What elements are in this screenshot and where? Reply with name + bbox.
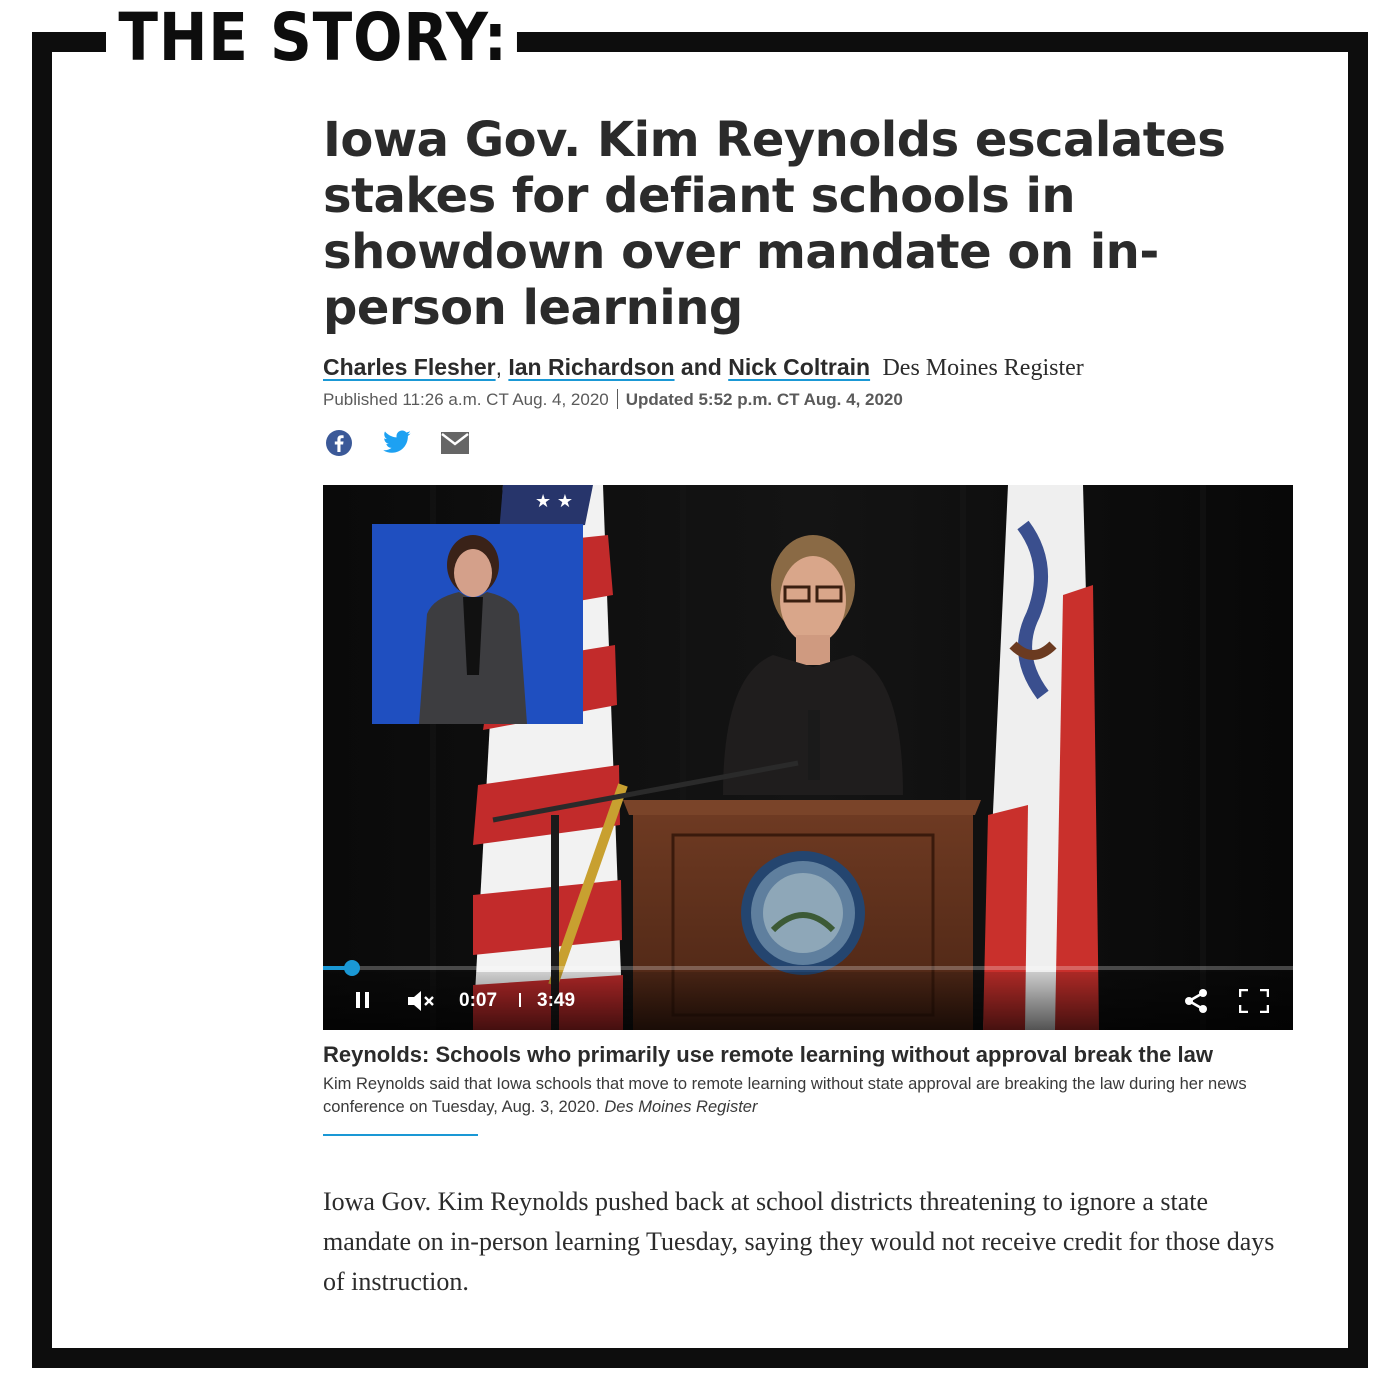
author-link-3[interactable]: Nick Coltrain	[728, 354, 871, 380]
article-body-paragraph: Iowa Gov. Kim Reynolds pushed back at school districts threatening to ignore a state mandate on in-person learning Tuesday, saying they would not receive credit for those days of instruction.	[323, 1187, 1275, 1296]
dateline-divider	[617, 389, 618, 409]
time-divider	[519, 993, 521, 1007]
duration: 3:49	[537, 990, 576, 1011]
share-icon[interactable]	[1183, 988, 1209, 1019]
video-caption-text	[323, 1073, 1293, 1119]
video-controls	[323, 972, 1293, 1030]
fullscreen-icon[interactable]	[1239, 989, 1269, 1018]
dateline	[323, 388, 903, 412]
author-link-2[interactable]: Ian Richardson	[508, 354, 675, 380]
email-icon[interactable]	[439, 427, 471, 459]
svg-text:★ ★: ★ ★	[535, 491, 573, 512]
article-headline: Iowa Gov. Kim Reynolds escalates stakes for defiant schools in showdown over mandate on in-person learning	[323, 112, 1226, 336]
video-caption-title: Reynolds: Schools who primarily use remote learning without approval break the law	[323, 1042, 1213, 1067]
frame-title: THE STORY:	[106, 2, 517, 74]
caption-description: Kim Reynolds said that Iowa schools that move to remote learning without state approval are breaking the law during her news conference on Tuesday, Aug. 3, 2020.	[323, 1075, 1247, 1116]
current-time: 0:07	[459, 990, 498, 1011]
mute-icon[interactable]	[407, 990, 437, 1017]
progress-track[interactable]	[323, 966, 1293, 970]
share-bar	[323, 427, 471, 459]
video-player[interactable]	[323, 485, 1293, 1030]
publication-name: Des Moines Register	[882, 355, 1084, 381]
published-date: Published 11:26 a.m. CT Aug. 4, 2020	[323, 390, 609, 409]
author-link-1[interactable]: Charles Flesher	[323, 354, 496, 380]
section-divider	[323, 1134, 478, 1136]
author-conjunction: and	[680, 354, 722, 380]
video-frame-image	[323, 485, 1293, 1030]
pause-icon[interactable]	[355, 990, 371, 1015]
progress-knob[interactable]	[344, 960, 360, 976]
updated-date: Updated 5:52 p.m. CT Aug. 4, 2020	[625, 390, 903, 409]
author-separator: ,	[495, 354, 502, 380]
caption-credit: Des Moines Register	[604, 1098, 758, 1116]
facebook-icon[interactable]	[323, 427, 355, 459]
twitter-icon[interactable]	[381, 427, 413, 459]
byline	[323, 351, 1084, 384]
